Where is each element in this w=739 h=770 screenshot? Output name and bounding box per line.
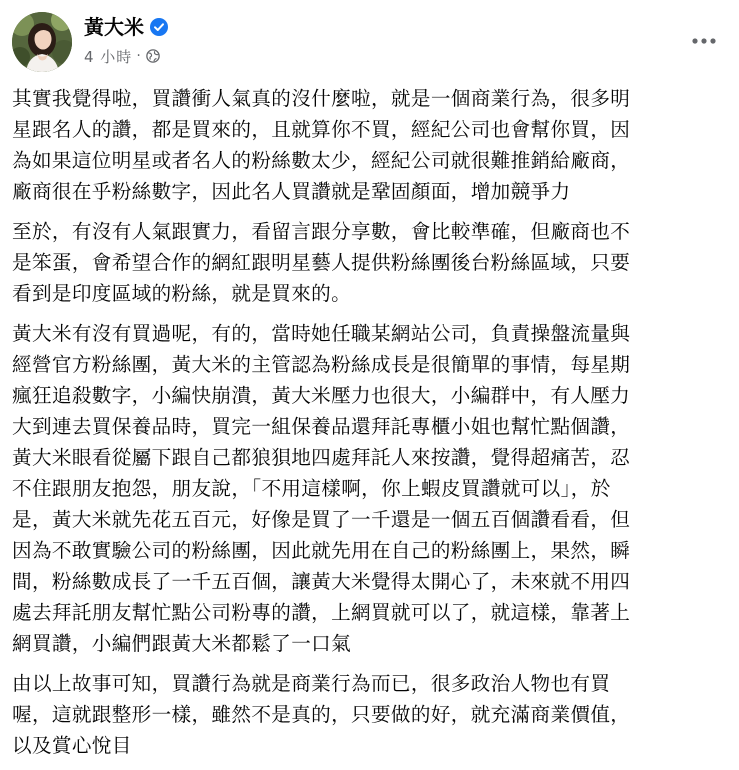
post-paragraph-1: 其實我覺得啦，買讚衝人氣真的沒什麼啦，就是一個商業行為，很多明 星跟名人的讚，都是買來的，且就算你不買，經紀公司也會幫你買，因 為如果這位明星或者名人的粉絲數太少，經紀公司就很難推銷給廠商， 廠商很在乎粉絲數字，因此名人買讚就是鞏固顏面，增加競爭力 xyxy=(12,87,631,203)
verified-badge-icon xyxy=(150,18,168,36)
more-options-icon xyxy=(692,38,716,44)
author-name[interactable]: 黃大米 xyxy=(84,15,144,39)
post-meta-row xyxy=(84,45,160,67)
meta-separator: · xyxy=(136,48,141,64)
post-body xyxy=(12,83,728,770)
post-paragraph-2: 至於，有沒有人氣跟實力，看留言跟分享數，會比較準確，但廠商也不 是笨蛋，會希望合作的網紅跟明星藝人提供粉絲團後台粉絲區域，只要 看到是印度區域的粉絲，就是買來的。 xyxy=(12,220,631,305)
post-header xyxy=(12,12,727,74)
post-paragraph-4: 由以上故事可知，買讚行為就是商業行為而已，很多政治人物也有買 喔，這就跟整形一樣，雖然不是真的，只要做的好，就充滿商業價值， 以及賞心悅目 xyxy=(12,672,631,757)
post-timestamp[interactable]: 4 小時 xyxy=(84,47,133,66)
author-name-row xyxy=(84,14,168,40)
post-paragraph-3: 黃大米有沒有買過呢，有的，當時她任職某網站公司，負責操盤流量與 經營官方粉絲團，黃大米的主管認為粉絲成長是很簡單的事情，每星期 瘋狂追殺數字，小編快崩潰，黃大米壓力也很大，小編群中，有人壓力 大到連去買保養品時，買完一組保養品還拜託專櫃小姐也幫忙點個讚， 黃大米眼看從屬下跟自己都狼狽地四處拜託人來按讚，覺得超痛苦，忍 不住跟朋友抱怨，朋友說，「不用這樣啊，你上蝦皮買讚就可以」，於 是，黃大米就先花五百元，好像是買了一千還是一個五百個讚看看，但 因為不敢實驗公司的粉絲團，因此就先用在自己的粉絲團上，果然，瞬 間，粉絲數成長了一千五百個，讓黃大米覺得太開心了，未來就不用四 處去拜託朋友幫忙點公司粉專的讚，上網買就可以了，就這樣，靠著上 網買讚，小編們跟黃大米都鬆了一口氣 xyxy=(12,322,631,655)
more-options-button[interactable] xyxy=(689,26,719,56)
author-avatar[interactable] xyxy=(12,12,72,72)
avatar-photo xyxy=(12,12,72,72)
globe-icon[interactable] xyxy=(146,49,160,63)
